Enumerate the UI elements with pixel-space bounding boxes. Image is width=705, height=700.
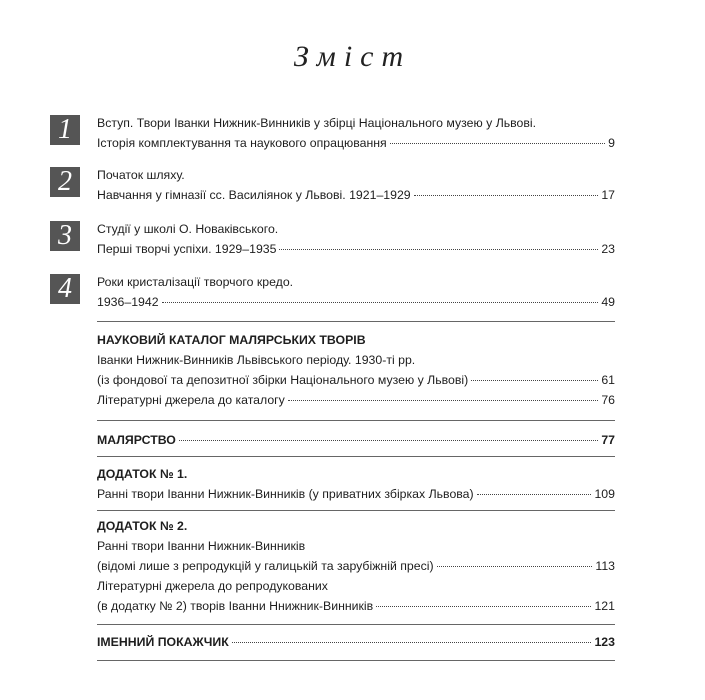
index-heading: ІМЕННИЙ ПОКАЖЧИК <box>97 635 229 649</box>
page-number: 109 <box>594 487 615 501</box>
toc-appendix-2[interactable] <box>97 516 615 616</box>
page-number: 121 <box>594 599 615 613</box>
divider <box>97 420 615 421</box>
chapter-number-badge: 4 <box>50 274 80 304</box>
toc-catalog-section[interactable] <box>97 330 615 410</box>
painting-heading: МАЛЯРСТВО <box>97 433 176 447</box>
painting-entry <box>97 430 615 450</box>
chapter-title-line2 <box>97 239 615 259</box>
chapter-title-line1: Початок шляху. <box>97 168 185 182</box>
chapter-title-line1: Вступ. Твори Іванки Нижник-Винників у збірці Національного музею у Львові. <box>97 116 537 130</box>
divider <box>97 660 615 661</box>
dot-leader <box>390 143 605 144</box>
dot-leader <box>376 606 591 607</box>
page-number: 49 <box>601 295 615 309</box>
catalog-sources-text: Літературні джерела до каталогу <box>97 393 285 407</box>
page-title: Зміст <box>293 40 412 73</box>
dot-leader <box>179 440 598 441</box>
toc-chapter-2[interactable] <box>50 165 615 209</box>
page-number: 17 <box>601 188 615 202</box>
toc-chapter-1[interactable] <box>50 113 615 157</box>
toc-chapter-3[interactable] <box>50 219 615 263</box>
appendix-2-title: Ранні твори Іванни Нижник-Винників <box>97 539 306 553</box>
appendix-2-sources-title: Літературні джерела до репродукованих <box>97 579 328 593</box>
chapter-title-text: 1936–1942 <box>97 295 159 309</box>
toc-chapter-4[interactable] <box>50 272 615 316</box>
appendix-2-text: (відомі лише з репродукцій у галицькій та зарубіжній пресі) <box>97 559 434 573</box>
catalog-subtitle: Іванки Нижник-Винників Львівського періоду. 1930-ті рр. <box>97 353 416 367</box>
toc-painting-section[interactable] <box>97 430 615 450</box>
dot-leader <box>232 642 592 643</box>
appendix-1-entry <box>97 484 615 504</box>
catalog-sources-entry <box>97 390 615 410</box>
chapter-title-line2 <box>97 133 615 153</box>
chapter-title-line1: Студії у школі О. Новаківського. <box>97 222 279 236</box>
dot-leader <box>414 195 599 196</box>
index-entry <box>97 632 615 652</box>
chapter-title-text: Навчання у гімназії сс. Василіянок у Львові. 1921–1929 <box>97 188 411 202</box>
divider <box>97 624 615 625</box>
chapter-title-text: Перші творчі успіхи. 1929–1935 <box>97 242 277 256</box>
chapter-number-badge: 2 <box>50 167 80 197</box>
appendix-2-sources-entry <box>97 596 615 616</box>
page-number: 76 <box>601 393 615 407</box>
chapter-number-badge: 1 <box>50 115 80 145</box>
chapter-title-line1: Роки кристалізації творчого кредо. <box>97 275 294 289</box>
appendix-1-text: Ранні твори Іванни Нижник-Винників (у приватних збірках Львова) <box>97 487 474 501</box>
dot-leader <box>471 380 598 381</box>
divider <box>97 510 615 511</box>
page-number: 113 <box>595 559 615 573</box>
appendix-2-sources-text: (в додатку № 2) творів Іванни Ннижник-Винників <box>97 599 374 613</box>
page-number: 61 <box>601 373 615 387</box>
chapter-title-line2 <box>97 292 615 312</box>
page-number: 23 <box>601 242 615 256</box>
page-number: 9 <box>608 136 615 150</box>
appendix-1-heading: ДОДАТОК № 1. <box>97 467 188 481</box>
dot-leader <box>279 249 598 250</box>
chapter-title-text: Історія комплектування та наукового опрацювання <box>97 136 387 150</box>
page-number: 77 <box>601 433 615 447</box>
toc-index-section[interactable] <box>97 632 615 652</box>
chapter-number-badge: 3 <box>50 221 80 251</box>
dot-leader <box>477 494 592 495</box>
catalog-heading: НАУКОВИЙ КАТАЛОГ МАЛЯРСЬКИХ ТВОРІВ <box>97 333 366 347</box>
divider <box>97 321 615 322</box>
dot-leader <box>162 302 599 303</box>
catalog-entry-text: (із фондової та депозитної збірки Національного музею у Львові) <box>97 373 469 387</box>
dot-leader <box>437 566 593 567</box>
page-number: 123 <box>594 635 615 649</box>
appendix-2-heading: ДОДАТОК № 2. <box>97 519 188 533</box>
chapter-title-line2 <box>97 185 615 205</box>
divider <box>97 456 615 457</box>
catalog-entry <box>97 370 615 390</box>
appendix-2-entry <box>97 556 615 576</box>
toc-appendix-1[interactable] <box>97 464 615 504</box>
dot-leader <box>288 400 599 401</box>
